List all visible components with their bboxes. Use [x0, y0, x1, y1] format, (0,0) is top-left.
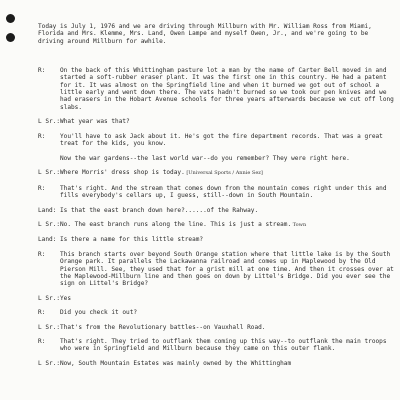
transcript-entry — [38, 324, 394, 331]
punch-hole-icon — [6, 33, 15, 42]
speaker-label: Land: — [38, 206, 57, 214]
transcript-entry — [38, 207, 394, 214]
speaker-label: L Sr.: — [38, 359, 61, 367]
transcript-entry — [38, 250, 398, 288]
speaker-label: R: — [38, 132, 46, 140]
speaker-text: Where Morris' dress shop is today. [Universal Sports / Annie Sez] — [60, 169, 263, 177]
speaker-label: R: — [38, 250, 46, 258]
speaker-label: Land: — [38, 236, 57, 244]
speaker-label: L Sr.: — [38, 118, 61, 126]
handwritten-note: Town — [291, 221, 307, 228]
speaker-label: L Sr.: — [38, 294, 61, 302]
speaker-text: On the back of this Whittingham pasture lot a man by the name of Carter Bell moved in and started a soft-rubber eraser plant. It was the first one in this country. He had a patent for it. It was almost on the Springfield line and when it burned we got out of school a little early and went down there. The vats hadn't burned so we took our pen knives and we had erasers in the Hobart Avenue schools for three years afterwards because we cut off long slabs. — [60, 66, 398, 111]
transcript-entry — [38, 295, 394, 302]
speaker-text: That's from the Revolutionary battles--on Vauxhall Road. — [60, 323, 266, 331]
speaker-text: Did you check it out? — [60, 309, 138, 317]
speaker-text: Is there a name for this little stream? — [60, 236, 204, 244]
speaker-text: You'll have to ask Jack about it. He's got the fire department records. That was a great treat for the kids, you know. Now the war gardens--the last world war--do you remember? They were right here. — [60, 132, 383, 162]
speaker-label: R: — [38, 66, 46, 74]
speaker-text: Now, South Mountain Estates was mainly owned by the Whittingham — [60, 359, 292, 367]
punch-hole-icon — [6, 14, 15, 23]
speaker-label: R: — [38, 184, 46, 192]
transcript-entries — [38, 66, 398, 367]
transcript-entry — [38, 221, 394, 229]
handwritten-note: [Universal Sports / Annie Sez] — [184, 170, 263, 177]
speaker-label: R: — [38, 338, 46, 345]
transcript-entry — [38, 118, 394, 125]
speaker-text: That's right. And the stream that comes down from the mountain comes right under this and fills everybody's cellars up, I guess, still--down in South Mountain. — [60, 184, 391, 200]
speaker-text: That's right. They tried to outflank them coming up this way--to outflank the main troops who were in Springfield and Millburn because they came on this outer flank. — [60, 338, 391, 353]
transcript-entry — [38, 133, 394, 163]
speaker-text: What year was that? — [60, 118, 130, 126]
transcript-entry — [38, 309, 394, 316]
transcript-entry — [38, 338, 394, 353]
transcript-entry — [38, 360, 394, 367]
speaker-label: L Sr.: — [38, 169, 61, 177]
transcript-entry — [38, 185, 394, 200]
speaker-label: L Sr.: — [38, 323, 61, 331]
speaker-text: No. The east branch runs along the line. This is just a stream. Town — [60, 220, 307, 228]
transcript-entry — [38, 66, 398, 111]
speaker-text: Yes — [60, 294, 72, 302]
speaker-text: This branch starts over beyond South Orange station where that little lake is by the South Orange park. It parallels the Lackawanna railroad and comes up in Maplewood by the Old Pierson Mill. See, they used that for a grist mill at one time. And then it crosses over at the Maplewood-Millburn line and then goes on down by Littel's Bridge. Did you ever see the sign on Littel's Bridge? — [60, 250, 398, 288]
transcript-text — [38, 8, 398, 389]
speaker-label: L Sr.: — [38, 220, 61, 228]
transcript-entry — [38, 169, 394, 177]
speaker-label: R: — [38, 309, 46, 317]
speaker-text: Is that the east branch down here?......of the Rahway. — [60, 206, 259, 214]
intro-paragraph: Today is July 1, 1976 and we are driving through Millburn with Mr. William Ross from Miami, Florida and Mrs. Klemme, Mrs. Land, Owen Lampe and myself Owen, Jr., and we're going to be driving around Millburn for awhile. — [38, 22, 376, 45]
transcript-entry — [38, 236, 394, 243]
